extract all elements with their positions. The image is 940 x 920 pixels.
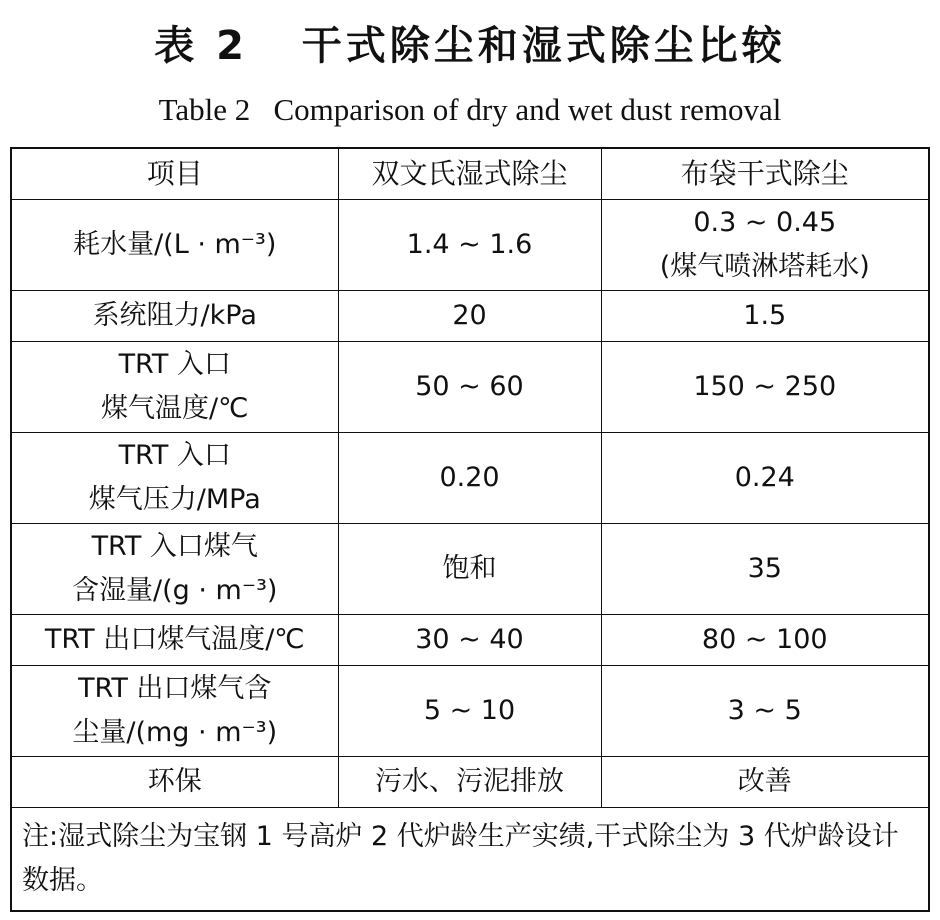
table-row [11, 291, 929, 342]
table-row [11, 524, 929, 615]
wet-value: 饱和 [338, 524, 601, 615]
header-item: 项目 [11, 148, 338, 200]
wet-value: 5 ~ 10 [338, 666, 601, 757]
wet-value: 污水、污泥排放 [338, 757, 601, 808]
dry-value: 80 ~ 100 [601, 615, 929, 666]
table-note: 注:湿式除尘为宝钢 1 号高炉 2 代炉龄生产实绩,干式除尘为 3 代炉龄设计数据。 [11, 808, 929, 912]
dry-value: 0.3 ~ 0.45 (煤气喷淋塔耗水) [601, 200, 929, 291]
row-label: 环保 [11, 757, 338, 808]
dry-value: 150 ~ 250 [601, 342, 929, 433]
comparison-table [10, 147, 930, 912]
dry-value: 3 ~ 5 [601, 666, 929, 757]
table-header-row [11, 148, 929, 200]
table-row [11, 615, 929, 666]
dry-value: 改善 [601, 757, 929, 808]
wet-value: 50 ~ 60 [338, 342, 601, 433]
row-label: TRT 入口 煤气压力/MPa [11, 433, 338, 524]
table-title-cn: 表 2 干式除尘和湿式除尘比较 [154, 23, 786, 69]
dry-value: 1.5 [601, 291, 929, 342]
table-note-row [11, 808, 929, 912]
row-label: 耗水量/(L · m⁻³) [11, 200, 338, 291]
wet-value: 30 ~ 40 [338, 615, 601, 666]
table-row [11, 757, 929, 808]
row-label: TRT 入口煤气 含湿量/(g · m⁻³) [11, 524, 338, 615]
row-label: 系统阻力/kPa [11, 291, 338, 342]
wet-value: 0.20 [338, 433, 601, 524]
header-wet-removal: 双文氏湿式除尘 [338, 148, 601, 200]
table-row [11, 342, 929, 433]
table-title-en: Table 2 Comparison of dry and wet dust removal [158, 92, 782, 127]
wet-value: 20 [338, 291, 601, 342]
dry-value: 35 [601, 524, 929, 615]
table-row [11, 200, 929, 291]
row-label: TRT 入口 煤气温度/℃ [11, 342, 338, 433]
row-label: TRT 出口煤气温度/℃ [11, 615, 338, 666]
header-dry-removal: 布袋干式除尘 [601, 148, 929, 200]
table-row [11, 666, 929, 757]
wet-value: 1.4 ~ 1.6 [338, 200, 601, 291]
dry-value: 0.24 [601, 433, 929, 524]
row-label: TRT 出口煤气含 尘量/(mg · m⁻³) [11, 666, 338, 757]
table-row [11, 433, 929, 524]
